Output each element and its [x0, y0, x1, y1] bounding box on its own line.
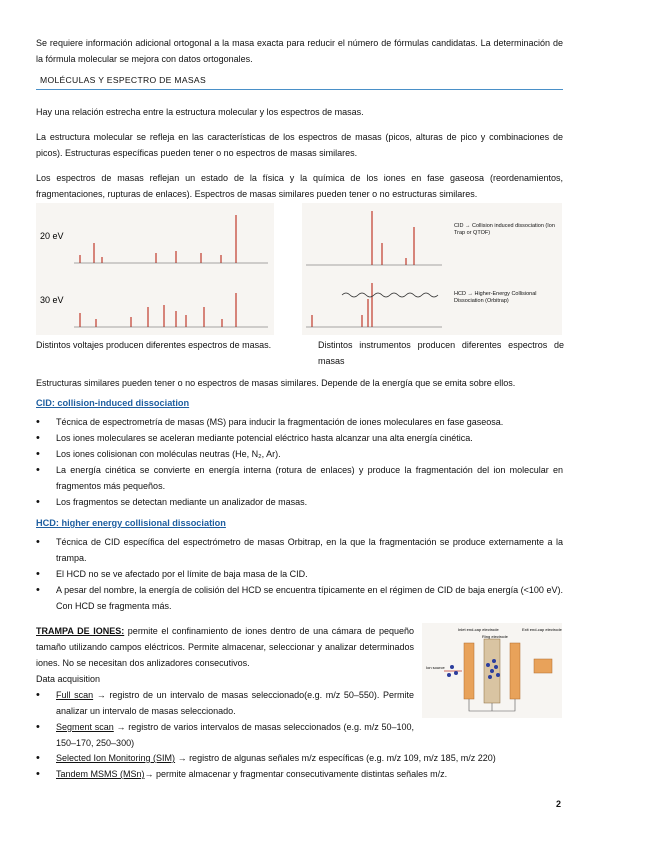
spectra-instrument-image: [302, 203, 562, 335]
list-item: • Los fragmentos se detectan mediante un analizador de masas.: [36, 494, 563, 510]
cid-title: CID: collision-induced dissociation: [36, 398, 190, 408]
section-heading: [36, 72, 563, 90]
label-inlet: Inlet end-cap electrode: [458, 627, 499, 632]
acq-term: Tandem MSMS (MSn): [56, 769, 145, 779]
section-heading-text: MOLÉCULAS Y ESPECTRO DE MASAS: [40, 75, 206, 85]
list-item: • La energía cinética se convierte en energía interna (rotura de enlaces) y produce la fragmentación del ion molecular en fragmentos más pequeños.: [36, 462, 563, 494]
acq-text: → registro de algunas señales m/z específicas (e.g. m/z 109, m/z 185, m/z 220): [175, 753, 496, 763]
paragraph-4: Estructuras similares pueden tener o no espectros de masas similares. Depende de la energía que se emita sobre ellos.: [36, 378, 516, 388]
page-number: 2: [556, 799, 562, 809]
list-item: [36, 687, 414, 719]
acq-text: → registro de un intervalo de masas seleccionado(e.g. m/z 50–550). Permite analizar un intervalo de masas seleccionado.: [56, 690, 414, 716]
cid-label: CID → Collision induced dissociation (Ion Trap or QTOF): [454, 223, 555, 236]
paragraph-3: Los espectros de masas reflejan un estado de la física y la química de los iones en fase gaseosa (reordenamientos, fragmentaciones, rupturas de enlaces). Espectros de masas similares pueden tener o no estructuras similares.: [36, 173, 563, 199]
hcd-title: HCD: higher energy collisional dissociation: [36, 518, 226, 528]
paragraph-2: La estructura molecular se refleja en las características de los espectros de masas (picos, alturas de pico y combinaciones de picos). Estructuras específicas pueden tener o no espectros de masas similares.: [36, 132, 563, 158]
paragraph-1: Hay una relación estrecha entre la estructura molecular y los espectros de masas.: [36, 107, 364, 117]
label-ring: Ring electrode: [482, 634, 508, 639]
list-item: • Técnica de espectrometría de masas (MS) para inducir la fragmentación de iones moleculares en fase gaseosa.: [36, 414, 563, 430]
list-item: • Los iones moleculares se aceleran mediante potencial eléctrico hasta alcanzar una alta energía cinética.: [36, 430, 563, 446]
acq-text: → registro de varios intervalos de masas seleccionados (e.g. m/z 50–100, 150–170, 250–300): [56, 722, 414, 748]
intro-paragraph: Se requiere información adicional ortogonal a la masa exacta para reducir el número de fórmulas candidatas. La determinación de la fórmula molecular se mejora con datos ortogonales.: [36, 38, 563, 64]
list-item: • Los iones colisionan con moléculas neutras (He, N₂, Ar).: [36, 446, 563, 462]
trap-text: permite el confinamiento de iones dentro de una cámara de pequeño tamaño utilizando campos eléctricos. Permite almacenar, seleccionar y analizar determinados iones. No se necesitan dos anlizadores consecutivos.: [36, 626, 414, 668]
hcd-list: [36, 534, 563, 614]
caption-left: Distintos voltajes producen diferentes espectros de masas.: [36, 340, 272, 350]
trap-term: TRAMPA DE IONES:: [36, 626, 125, 636]
spectra-voltage-image: [36, 203, 274, 335]
label-30ev: 30 eV: [40, 295, 64, 305]
list-item: • El HCD no se ve afectado por el límite de baja masa de la CID.: [36, 566, 563, 582]
figure-voltage-spectra: [36, 203, 274, 335]
trap-paragraph: [36, 623, 414, 671]
list-item: • A pesar del nombre, la energía de colisión del HCD se encuentra típicamente en el régimen de CID de baja energía (<100 eV). Con HCD se fragmenta más.: [36, 582, 563, 614]
label-exit: Exit end-cap electrode: [522, 627, 562, 632]
label-source: Ion source: [426, 665, 445, 670]
cid-list: [36, 414, 563, 510]
caption-right: Distintos instrumentos producen diferentes espectros de masas: [318, 340, 564, 366]
list-item: [36, 719, 414, 751]
label-20ev: 20 eV: [40, 231, 64, 241]
data-acquisition-label: Data acquisition: [36, 674, 101, 684]
acq-term: Selected Ion Monitoring (SIM): [56, 753, 176, 763]
acquisition-list-wide: [36, 750, 563, 782]
ion-trap-diagram: [422, 623, 562, 718]
ion-trap-image: [422, 623, 562, 718]
acq-text: → permite almacenar y fragmentar consecutivamente distintas señales m/z.: [144, 769, 448, 779]
hcd-label: HCD → Higher-Energy Collisional Dissociation (Orbitrap): [454, 291, 537, 304]
acq-term: Segment scan: [56, 722, 114, 732]
acq-term: Full scan: [56, 690, 94, 700]
list-item: [36, 750, 563, 766]
list-item: • Técnica de CID específica del espectrómetro de masas Orbitrap, en la que la fragmentación se produce externamente a la trampa.: [36, 534, 563, 566]
figure-instrument-spectra: [302, 203, 562, 335]
list-item: [36, 766, 563, 782]
acquisition-list: [36, 687, 414, 751]
